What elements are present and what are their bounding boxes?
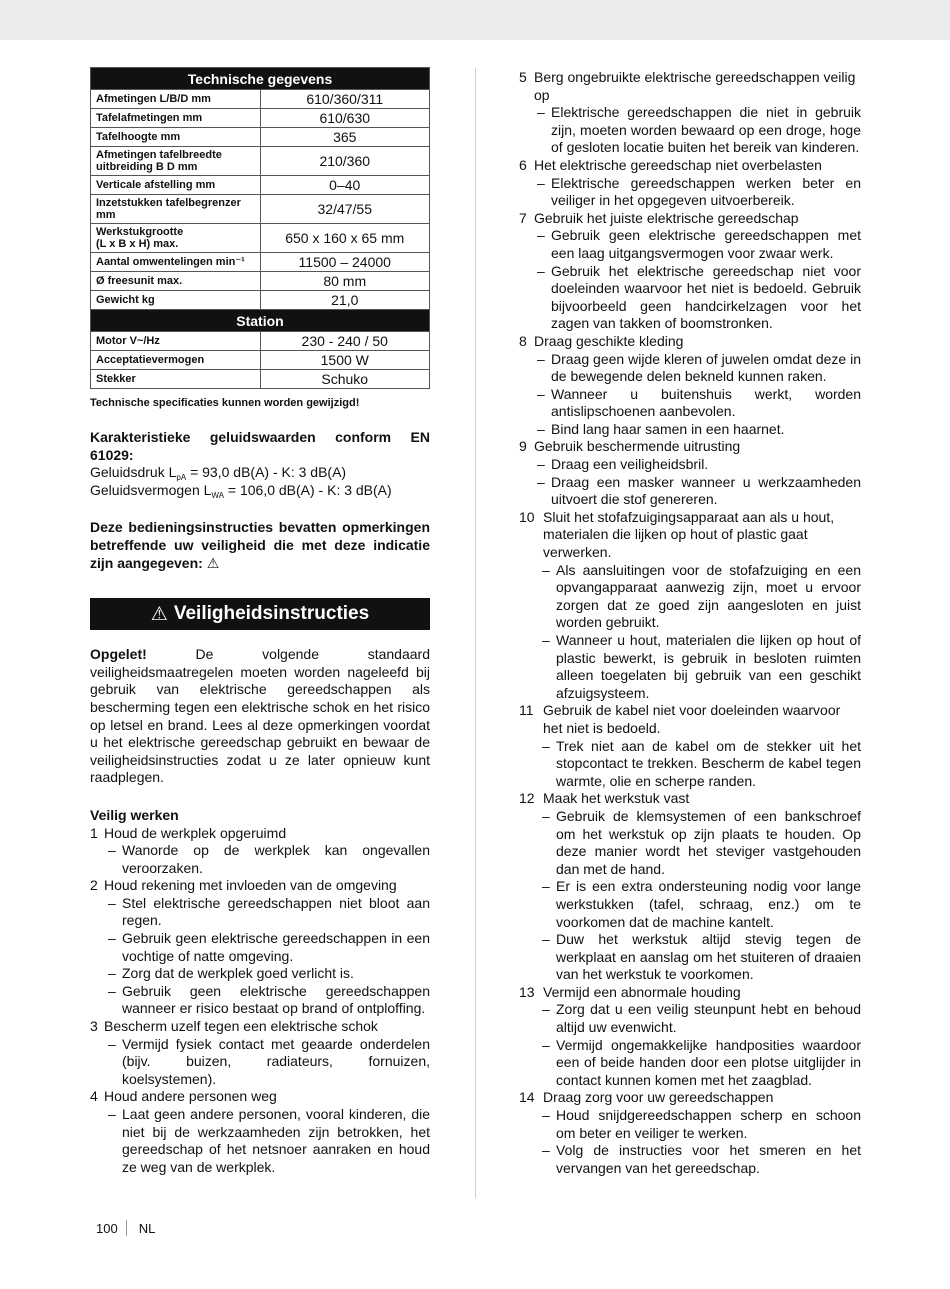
column-divider <box>475 68 476 1198</box>
bullet-item <box>519 227 861 262</box>
spec-value: Schuko <box>260 370 430 389</box>
top-bar <box>0 0 950 40</box>
bullet-item <box>519 263 861 333</box>
list-item <box>90 1018 430 1088</box>
spec-label: Ø freesunit max. <box>91 272 261 291</box>
list-item <box>519 210 861 333</box>
bullet-item <box>519 386 861 421</box>
spec-value: 210/360 <box>260 147 430 176</box>
spec-table <box>90 67 430 389</box>
safety-notice: Deze bedieningsinstructies bevatten opmerkingen betreffende uw veiligheid die met deze indicatie zijn aangegeven: ⚠ <box>90 519 430 571</box>
spec-table-title: Technische gegevens <box>91 68 430 90</box>
bullet-item <box>519 878 861 931</box>
bullet-item <box>90 965 430 983</box>
item-heading <box>519 790 861 808</box>
section-title: Veiligheidsinstructies <box>173 603 370 625</box>
item-number: 9 <box>519 438 527 455</box>
bullet-text: Volg de instructies voor het smeren en het vervangen van het gereedschap. <box>556 1142 861 1176</box>
bullet-item <box>519 456 861 474</box>
list-item <box>519 333 861 439</box>
bullet-item <box>519 931 861 984</box>
bullet-item <box>90 895 430 930</box>
station-row <box>91 310 430 332</box>
bullet-item <box>90 1036 430 1089</box>
list-item <box>519 509 861 703</box>
item-title: Vermijd een abnormale houding <box>543 983 741 1000</box>
dash-icon: – <box>542 737 550 754</box>
spec-row <box>91 332 430 351</box>
bullet-text: Gebruik de klemsystemen of een bankschroef om het werkstuk op zijn plaats te houden. Op deze manier wordt het steviger vastgehouden dan met de hand. <box>556 807 861 877</box>
item-title: Houd andere personen weg <box>104 1088 277 1105</box>
item-heading <box>90 1018 430 1036</box>
spec-value: 32/47/55 <box>260 195 430 224</box>
bullet-text: Duw het werkstuk altijd stevig tegen de werkplaat en aanslag om het stuiteren of draaien van het werkstuk te voorkomen. <box>556 931 861 983</box>
item-title: Draag zorg voor uw gereedschappen <box>543 1089 774 1106</box>
list-item <box>519 1089 861 1177</box>
item-title: Maak het werkstuk vast <box>543 790 690 807</box>
dash-icon: – <box>537 350 545 367</box>
bullet-text: Wanorde op de werkplek kan ongevallen veroorzaken. <box>122 842 430 876</box>
spec-value: 610/360/311 <box>260 90 430 109</box>
item-heading <box>519 157 861 175</box>
spec-value: 230 - 240 / 50 <box>260 332 430 351</box>
dash-icon: – <box>542 1107 550 1124</box>
spec-label: Afmetingen L/B/D mm <box>91 90 261 109</box>
bullet-item <box>519 808 861 878</box>
bullet-item <box>519 632 861 702</box>
list-item <box>90 1088 430 1176</box>
bullet-text: Vermijd ongemakkelijke handposities waardoor een of beide handen door een plotse uitglijder in contact kunnen komen met het zaagblad. <box>556 1036 861 1088</box>
spec-value: 650 x 160 x 65 mm <box>260 224 430 253</box>
list-item <box>519 69 861 157</box>
dash-icon: – <box>108 842 116 859</box>
spec-value: 80 mm <box>260 272 430 291</box>
spec-value: 21,0 <box>260 291 430 310</box>
item-number: 12 <box>519 790 535 807</box>
dash-icon: – <box>542 931 550 948</box>
spec-row <box>91 351 430 370</box>
dash-icon: – <box>537 385 545 402</box>
bullet-text: Laat geen andere personen, vooral kinderen, die niet bij de werkzaamheden zijn betrokken, het gereedschap of het netsnoer aanraken en houd ze weg van de werkplek. <box>122 1106 430 1175</box>
dash-icon: – <box>537 262 545 279</box>
dash-icon: – <box>108 894 116 911</box>
bullet-item <box>519 562 861 632</box>
dash-icon: – <box>537 104 545 121</box>
item-number: 13 <box>519 983 535 1000</box>
bullet-text: Gebruik geen elektrische gereedschappen in een vochtige of natte omgeving. <box>122 930 430 964</box>
bullet-item <box>519 351 861 386</box>
spec-label: Tafelhoogte mm <box>91 128 261 147</box>
bullet-text: Gebruik geen elektrische gereedschappen wanneer er risico bestaat op brand of ontploffing. <box>122 982 430 1017</box>
bullet-item <box>90 842 430 877</box>
noise-heading: Karakteristieke geluidswaarden conform EN 61029: <box>90 429 430 463</box>
left-column <box>90 67 430 1176</box>
spec-value: 365 <box>260 128 430 147</box>
list-item <box>519 157 861 210</box>
dash-icon: – <box>542 807 550 824</box>
spec-row <box>91 176 430 195</box>
bullet-item <box>519 421 861 439</box>
spec-row <box>91 147 430 176</box>
spec-label: Aantal omwentelingen min⁻¹ <box>91 253 261 272</box>
noise-power: Geluidsvermogen $L_{WA} = 106,0$ dB(A) - K: 3 dB(A) <box>90 481 392 500</box>
dash-icon: – <box>537 420 545 437</box>
bullet-text: Gebruik het elektrische gereedschap niet voor doeleinden waarvoor het niet is bedoeld. Gebruik bijvoorbeeld geen handcirkelzagen voor het zagen van takken of boomstronken. <box>551 262 861 332</box>
item-heading <box>519 984 861 1002</box>
item-title: Draag geschikte kleding <box>534 332 684 349</box>
item-heading <box>519 69 861 104</box>
item-heading <box>519 438 861 456</box>
spec-value: 610/630 <box>260 109 430 128</box>
spec-label: Acceptatievermogen <box>91 351 261 370</box>
list-item <box>519 702 861 790</box>
left-items <box>90 825 430 1177</box>
spec-label: Verticale afstelling mm <box>91 176 261 195</box>
item-title: Houd de werkplek opgeruimd <box>104 824 287 841</box>
bullet-text: Bind lang haar samen in een haarnet. <box>551 420 785 437</box>
section-heading <box>90 598 430 630</box>
spec-row <box>91 195 430 224</box>
spec-label: Afmetingen tafelbreedte uitbreiding B D mm <box>91 147 261 176</box>
bullet-item <box>519 104 861 157</box>
item-heading <box>90 825 430 843</box>
spec-label: Werkstukgrootte (L x B x H) max. <box>91 224 261 253</box>
dash-icon: – <box>537 473 545 490</box>
dash-icon: – <box>108 1106 116 1122</box>
bullet-item <box>519 738 861 791</box>
footer-separator <box>126 1220 127 1236</box>
spec-label: Stekker <box>91 370 261 389</box>
item-number: 6 <box>519 156 527 173</box>
spec-row <box>91 90 430 109</box>
spec-label: Motor V~/Hz <box>91 332 261 351</box>
bullet-text: Zorg dat u een veilig steunpunt hebt en behoud altijd uw evenwicht. <box>556 1001 861 1036</box>
spec-label: Inzetstukken tafelbegrenzer mm <box>91 195 261 224</box>
spec-row <box>91 224 430 253</box>
dash-icon: – <box>542 1142 550 1159</box>
bullet-text: Houd snijdgereedschappen scherp en schoon om beter en veiliger te werken. <box>556 1107 861 1141</box>
item-title: Sluit het stofafzuigingsapparaat aan als u hout, materialen die lijken op hout of plastic gaat verwerken. <box>543 508 835 561</box>
bullet-item <box>519 1001 861 1036</box>
spec-row <box>91 128 430 147</box>
bullet-text: Trek niet aan de kabel om de stekker uit het stopcontact te trekken. Bescherm de kabel tegen warmte, olie en scherpe randen. <box>556 737 861 789</box>
warning-icon: ⚠ <box>150 603 168 625</box>
bullet-text: Er is een extra ondersteuning nodig voor lange werkstukken (tafel, schraag, enz.) om te voorkomen dat de machine kantelt. <box>556 878 861 930</box>
item-number: 5 <box>519 69 527 85</box>
bullet-text: Als aansluitingen voor de stofafzuiging en een opvangapparaat aanwezig zijn, moet u ervoor zorgen dat ze goed zijn aangesloten en juist worden gebruikt. <box>556 561 861 631</box>
spec-row <box>91 291 430 310</box>
list-item <box>519 790 861 984</box>
spec-row <box>91 272 430 291</box>
spec-value: 0–40 <box>260 176 430 195</box>
bullet-text: Draag een veiligheidsbril. <box>551 456 709 473</box>
bullet-text: Elektrische gereedschappen die niet in gebruik zijn, moeten worden bewaard op een droge, hoge of gesloten locatie buiten het bereik van kinderen. <box>551 104 861 156</box>
bullet-item <box>519 1037 861 1090</box>
bullet-text: Stel elektrische gereedschappen niet bloot aan regen. <box>122 894 430 929</box>
bullet-item <box>519 474 861 509</box>
spec-row <box>91 253 430 272</box>
dash-icon: – <box>542 632 550 648</box>
list-item <box>519 438 861 508</box>
bullet-text: Zorg dat de werkplek goed verlicht is. <box>122 965 354 982</box>
dash-icon: – <box>108 965 116 982</box>
dash-icon: – <box>537 174 545 191</box>
page-number: 100 <box>96 1220 118 1236</box>
dash-icon: – <box>542 1001 550 1018</box>
item-number: 3 <box>90 1018 98 1035</box>
station-title: Station <box>91 310 430 332</box>
item-number: 11 <box>519 702 534 719</box>
dash-icon: – <box>108 930 116 947</box>
item-heading <box>519 1089 861 1107</box>
item-heading <box>519 333 861 351</box>
item-number: 8 <box>519 332 527 349</box>
bullet-text: Gebruik geen elektrische gereedschappen met een laag uitgangsvermogen voor zwaar werk. <box>551 227 861 261</box>
bullet-text: Vermijd fysiek contact met geaarde onderdelen (bijv. buizen, radiateurs, fornuizen, koelsystemen). <box>122 1035 430 1087</box>
bullet-text: Draag geen wijde kleren of juwelen omdat deze in de bewegende delen bekneld kunnen raken. <box>551 350 861 385</box>
item-title: Bescherm uzelf tegen een elektrische schok <box>104 1018 378 1035</box>
bullet-item <box>90 983 430 1018</box>
right-column <box>519 69 861 1177</box>
item-number: 1 <box>90 824 98 841</box>
spec-label: Gewicht kg <box>91 291 261 310</box>
bullet-text: Elektrische gereedschappen werken beter en veiliger in het opgegeven uitvoerbereik. <box>551 174 861 209</box>
spec-label: Tafelafmetingen mm <box>91 109 261 128</box>
safe-work-heading: Veilig werken <box>90 806 179 823</box>
item-number: 7 <box>519 209 527 226</box>
item-title: Gebruik de kabel niet voor doeleinden waarvoor het niet is bedoeld. <box>543 702 841 736</box>
bullet-text: Wanneer u hout, materialen die lijken op hout of plastic bewerkt, is gebruik in besloten ruimten alleen toegelaten bij gebruik van een geschikt afzuigsysteem. <box>556 632 861 701</box>
bullet-text: Wanneer u buitenshuis werkt, worden antislipschoenen aanbevolen. <box>551 385 861 420</box>
intro-paragraph: Opgelet! De volgende standaard veiligheidsmaatregelen moeten worden nageleefd bij gebruik van elektrische gereedschappen als bescherming tegen een elektrische schok en het risico op letsel en brand. Lees al deze opmerkingen voordat u het elektrische gereedschap gebruikt en bewaar de veiligheidsinstructies zodat u ze later opnieuw kunt raadplegen. <box>90 646 430 786</box>
list-item <box>519 984 861 1090</box>
bullet-item <box>90 930 430 965</box>
dash-icon: – <box>542 561 550 578</box>
bullet-text: Draag een masker wanneer u werkzaamheden uitvoert die stof genereren. <box>551 473 861 508</box>
item-heading <box>90 1088 430 1106</box>
item-number: 10 <box>519 508 535 525</box>
spec-row <box>91 109 430 128</box>
bullet-item <box>90 1106 430 1176</box>
dash-icon: – <box>108 982 116 999</box>
item-number: 2 <box>90 877 98 894</box>
dash-icon: – <box>537 456 545 473</box>
bullet-item <box>519 1142 861 1177</box>
bullet-item <box>519 1107 861 1142</box>
dash-icon: – <box>108 1035 116 1052</box>
item-number: 14 <box>519 1089 535 1106</box>
spec-value: 1500 W <box>260 351 430 370</box>
bullet-item <box>519 175 861 210</box>
dash-icon: – <box>542 878 550 895</box>
item-title: Het elektrische gereedschap niet overbelasten <box>534 156 822 173</box>
item-number: 4 <box>90 1088 98 1105</box>
item-title: Gebruik beschermende uitrusting <box>534 438 741 455</box>
language-code: NL <box>138 1220 156 1236</box>
dash-icon: – <box>542 1036 550 1053</box>
page-footer <box>96 1220 155 1236</box>
item-heading <box>519 509 861 562</box>
noise-pressure: Geluidsdruk $L_{pA} = 93,0$ dB(A) - K: 3 dB(A) <box>90 464 347 483</box>
spec-row <box>91 370 430 389</box>
dash-icon: – <box>537 227 545 244</box>
list-item <box>90 825 430 878</box>
item-heading <box>519 210 861 228</box>
item-title: Berg ongebruikte elektrische gereedschappen veilig op <box>534 69 856 103</box>
item-title: Houd rekening met invloeden van de omgeving <box>104 877 397 894</box>
item-title: Gebruik het juiste elektrische gereedschap <box>534 209 799 226</box>
spec-note: Technische specificaties kunnen worden gewijzigd! <box>90 397 360 409</box>
item-heading <box>519 702 861 737</box>
item-heading <box>90 877 430 895</box>
list-item <box>90 877 430 1018</box>
spec-value: 11500 – 24000 <box>260 253 430 272</box>
